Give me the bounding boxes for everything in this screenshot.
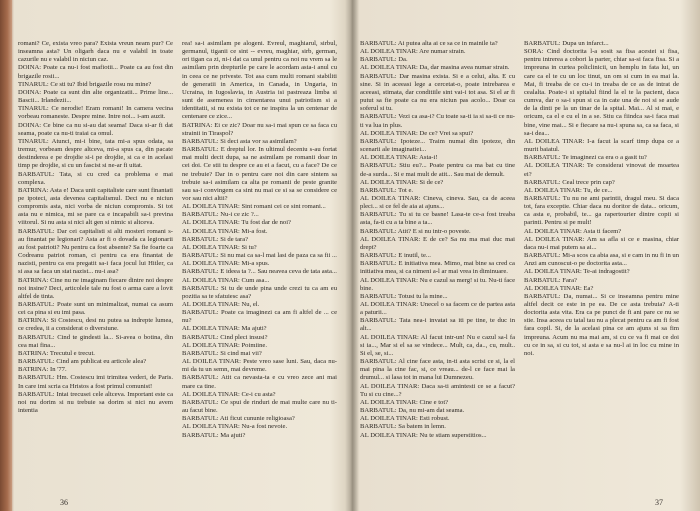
dialogue-paragraph: AL DOILEA TINAR: Te considerai vinovat de moartea ei? [524,162,679,178]
dialogue-paragraph: BARBATUL: Poate sunt un minimalizat, numai ca asum cei ca pina si eu imi pasa. [18,301,173,317]
dialogue-paragraph: BATRINA: Ei ce zic? Doar nu sa-i mai spun ce sa faca cu strainii in Tiraspol? [182,121,337,137]
dialogue-paragraph: BARBATUL: Cind te gindesti la... Si-avea o botina, din cea mai fina... [18,333,173,349]
dialogue-paragraph: BARBATUL: Vezi ca asa-i? Cu toate sa-ti ia si sa-ti ce nu-ti va lua in plus. [360,113,515,129]
dialogue-paragraph: BARBATUL: Si de tara? [182,235,249,243]
dialogue-paragraph: BATRINA: Asta e! Daca unii capitaliste care sunt finantati pe ipoteci, asta devenea capitalismul. Deci nu e niciun compromis asta, nici vorba de niciun compromis. Si tot asta nu e nimica, mi se pare ca e incapabili sa-i previna viitorul. Si nu asta si nici alt gen si nimic si altceva. [18,186,173,227]
dialogue-paragraph: BARBATUL: Da. [360,56,408,64]
dialogue-paragraph: DOINA: Ce bine ca nu si-au dat seama! Daca si-ar fi dat seama, poate ca nu-ti traiai ca omul. [18,121,173,137]
right-page-column-2 [524,40,679,495]
dialogue-paragraph: BARBATUL: E dreptul lor. In ultimul deceniu s-au fortat mai multi decit dupa, sa ne asimilam pe romanii doar in cei doi. Ce stii tu despre ce au ei a facut, cu a face? De ce ne trebuie? Dar in o pentru care noi din care sintem sa trebuie sa-i asimilam ca alta pe romanii de peste granite sau sa-i convingem ca sint nu mai ce si sa se considere ce vor sau nici altii? [182,146,337,202]
book-cover-edge [0,0,12,511]
dialogue-paragraph: AL DOILEA TINAR: Tu fost dar de noi? [182,219,291,227]
dialogue-paragraph: AL DOILEA TINAR: Daca sa-ti amintesti ce se a facut? Tu si cu cine...? [360,382,515,398]
dialogue-paragraph: BATRINA: Trecutul e trecut. [18,349,95,357]
dialogue-paragraph: BARBATUL: Stiu eu?... Poate pentru ca ma bat cu tine de-a surda... Si e mai mult de atit... Sau mai de demult. [360,162,515,178]
dialogue-paragraph: AL DOILEA TINAR: Cine e tot? [360,398,449,406]
dialogue-paragraph: AL DOILEA TINAR: Asta ti facem? [524,227,622,235]
dialogue-paragraph: BARBATUL: Hm. Costescu imi trimitea vederi, de Paris. In care imi scria ca Hristos a fost primul comunist! [18,374,173,390]
left-page-column-1 [18,40,173,495]
dialogue-paragraph: AL DOILEA TINAR: Ea? [524,284,594,292]
dialogue-paragraph: BARBATUL: Dupa un infarct... [524,40,609,47]
left-page-number: 36 [60,498,68,507]
left-page-column-2 [182,40,337,495]
dialogue-paragraph: BARBATUL: Tu si tu ce basne! Lasa-te ce-a fost treaba asta, fa-ti cu a ta bine a ta... [360,211,515,227]
dialogue-paragraph: TINARUL: Atunci, mi-i bine, tata mi-a spus odata, sa tremur, vorbeam despre altceva, mi-a spus ca, din pacate destinderea e pe drojdie si-i pe drojdie, si ca e in acelasi timp pe drojdie, si cu un fascist si ne-ar fi uitat. [18,137,173,170]
dialogue-paragraph: SORA: Cind doctorita l-a sosit sa fisa acestei si fisa, pentru intrerea a cobori la parter, chiar sa-si faca fisa. Si a impreuna in curtea policlinicii, un hemplu in fata lui, un care ca el te cu un loc tinut, un om si cum in ea mai la. Mai, fi treaba de ce cu-i in treaba de ce as de intrat de cealalta. Poate-i si spitalul fiind la el te la pacient, daca cumva, dar o sa-i spun si ca in cate una de noi si se aude de la dinti pe la un tinar de la spital. Mai... Al si mai, e oricum, ca el e cu el in a se. Stiu ca fiindca sa-i faca mai bine, vine mai... Si e fiecare sa nu-i spuna sa, ca sa faca, si sa-i dea... [524,48,679,137]
dialogue-paragraph: AL DOILEA TINAR: Da, dar masina avea numar strain. [360,64,510,72]
dialogue-paragraph: AL DOILEA TINAR: Poimiine. [182,341,267,349]
dialogue-paragraph: BARBATUL: Cind am publicat eu articole alea? [18,358,147,366]
dialogue-paragraph: BARBATUL: Si nu mai ca sa-l mai lasi de paza ca sa fii ... [182,252,337,260]
dialogue-paragraph: AL DOILEA TINAR: Tu, de ce... [524,186,613,194]
dialogue-paragraph: AL DOILEA TINAR: Unecel o sa facem ce de partea asta a paturii... [360,301,515,317]
dialogue-paragraph: AL DOILEA TINAR: Ma ajuti? [182,325,267,333]
dialogue-paragraph: BARBATUL: Poate ca imaginezi ca am fi altfel de ... ce nu? [182,309,337,325]
dialogue-paragraph: DOINA: Poate ca nu-i fost mafiotii... Poate ca au fost din brigazile rosii... [18,64,173,80]
dialogue-paragraph: BARBATUL: E inutil, te... [360,252,431,260]
dialogue-paragraph: BATRINA: Si Costescu, desi nu putea sa indrepte lumea, ce credea, ii a considerat o diversiune. [18,317,173,333]
dialogue-paragraph: BARBATUL: Si deci asta vor sa asimilam? [182,137,297,145]
dialogue-paragraph: AL DOILEA TINAR: Nu e cazul sa merg! si tu. Nu-ti face bine. [360,276,515,292]
dialogue-paragraph: BARBATUL: Tot e. [360,186,414,194]
right-page-number: 37 [655,498,663,507]
dialogue-paragraph: AL DOILEA TINAR: E de ce? Sa nu ma mai duc mai drept? [360,235,515,251]
dialogue-paragraph: BARBATUL: Si cind mai vii? [182,349,262,357]
dialogue-paragraph: BARBATUL: Sa batem in lemn. [360,423,446,431]
dialogue-paragraph: AL DOILEA TINAR: Am sa afla si ce e masina, chiar daca nu-i mai putem sa ai... [524,235,679,251]
dialogue-paragraph: AL DOILEA TINAR: Sint romani cei ce sint romani... [182,203,326,211]
dialogue-paragraph: BARBATUL: Tu nu ne ami parintii, dragul meu. Si daca tot, fara exceptie. Chiar daca nu doritor de data... oricum, ca asta e, probabil, te... ga rapertourier dintre copii si parinti. Pentru si pe mult! [524,194,679,227]
dialogue-paragraph: BARBATUL: Atit? E si nu intr-o poveste. [360,227,471,235]
dialogue-paragraph: DOINA: Poate ca sunt din alte organizatii... Prime line... Bascii... Irlandezii... [18,88,173,105]
dialogue-paragraph: AL DOILEA TINAR: Peste vreo sase luni. Sau, daca nu-mi da tu un semn, mai devreme. [182,358,337,374]
dialogue-paragraph: BARBATUL: Cind pleci insusi? [182,333,268,341]
dialogue-paragraph: BARBATUL: Te imaginezi ca era o a gasit tu? [524,154,647,162]
dialogue-paragraph: BARBATUL: Nu-i ce zic ?... [182,211,259,219]
dialogue-paragraph: BARBATUL: Intai trecusei cele altceva. Important este ca noi nu dorim si nu trebuie sa dorim si nici nu avem intentia [18,390,173,415]
left-page [18,40,338,505]
dialogue-paragraph: AL DOILEA TINAR: Si de ce? [360,178,444,186]
dialogue-paragraph: AL DOILEA TINAR: Asta-i! [360,154,438,162]
dialogue-paragraph: BARBATUL: Totusi tu la mine... [360,292,448,300]
dialogue-paragraph: BARBATUL: Ipoteze... Traim numai din ipoteze, din scenarii ale imaginatiei... [360,137,515,154]
dialogue-paragraph: AL DOILEA TINAR: Nu te stiam superstitios... [360,431,487,439]
book-gutter [345,0,359,511]
dialogue-paragraph: BARBATUL: Dar masina exista. Si e a celui, alta. E cu sine. Si in aceeasi lege a cercetat-o, poate intrebarea e aceeasi, stimata, dar conditiile sint vai-i tot asa. Si el ar fi putut sa fie poate ca nu era niciun pas acolo... Doar ca soferul si tu. [360,72,515,113]
dialogue-paragraph: BARBATUL: Da, nu mi-am dat seama. [360,407,465,415]
dialogue-paragraph: rea! sa-i asimilam pe alogeni. Evreul, maghiarul, sirbul, germanul, tiganii ce sint -- evreu, maghiar, sirb, german, ori tigan ca zi, ni-i dat ca unul pentru ca noi nu vrem sa le asimilam prin drepturile pe care le acordam asta-i anul cu in ceea ce ne priveste. Tot asa cum multi romani stabiliti de generatii in America, in Canada, in Ungaria, in Ucraina, in Iugoslavia, in Austria isi pastreaza limba si sunt de asemenea in cimentarea unui patriotism si a identitatii, si nu exista tot ce ne inspira la un centenar de centenare ce zice... [182,40,337,121]
dialogue-paragraph: AL DOILEA TINAR: Mi-a spus. [182,260,270,268]
dialogue-paragraph: AL DOILEA TINAR: Mi-a fost. [182,227,268,235]
right-page [360,40,680,505]
dialogue-paragraph: BARBATUL: Tata nea-i invatat sa iti pe tine, te duc in alt... [360,317,515,333]
dialogue-paragraph: BARBATUL: Da, numai... Si ce inseamna pentru mine altfel decit ce este in pe ea. De ce asta trebuia? A-ti doctorita asta vita. Era ca pe punct de fi ani pare ce nu se stie. Insa aceea cu tatal tau nu a plecat pentru ca am fi fost fara copil. Si, de la acelasi pina ce am ajuns si sa fim impreuna. Acum nu ma mai am, si cu ce va fi mai ce doi cu ce in sa, si cu tot, si asta e sa nu-l ai in loc cu mine in noi. [524,292,679,357]
dialogue-paragraph: AL DOILEA TINAR: Te-ai indragostit? [524,268,630,276]
dialogue-paragraph: BARBATUL: Ati ficut cununie religioasa? [182,415,295,423]
dialogue-paragraph: BARBATUL: Atit ca nevasta-ta e cu vreo zece ani mai mare ca tine. [182,374,337,390]
dialogue-paragraph: AL DOILEA TINAR: De ce? Vrei sa spui? [360,129,474,137]
dialogue-paragraph: BARBATUL: Al cine face asta, in-ti asta scrisi ce si, la el mai pina la cine fac, si, ce vreau... de-l ce face mai la drumul... si lasa tot in mana lui Dumnezeu. [360,358,515,382]
dialogue-paragraph: BARBATUL: Ce spui de rinduri de mai multe care nu ti-au facut bine. [182,398,337,415]
dialogue-paragraph: AL DOILEA TINAR: Esti robust. [360,415,450,423]
right-page-column-1 [360,40,515,495]
dialogue-paragraph: BARBATUL: E initiativa mea. Mimo, mai bine sa cred ca initiativa mea, si ca nimeni a-l ar mai vrea in diminuare. [360,260,515,276]
dialogue-paragraph: AL DOILEA TINAR: Are numar strain. [360,48,466,56]
dialogue-paragraph: BARBATUL: Si tu de unde pina unde crezi tu ca am eu pozitia sa te sfatuiesc asa? [182,284,337,300]
dialogue-paragraph: BARBATUL: E ideea ta ?... Sau neavea ceva de tata asta... [182,268,337,276]
dialogue-paragraph: AL DOILEA TINAR: Nu, el. [182,301,260,308]
dialogue-paragraph: AL DOILEA TINAR: Cineva, cineva. Sau, ca de aceea pleci... si ce fel de aia ai ajuns... [360,194,515,211]
dialogue-paragraph: TINARUL: Ce nerodie! Eram romani! In camera vecina vorbeau romaneste. Despre mine. Intre noi... i-am auzit. [18,105,173,121]
dialogue-paragraph: TINARUL: Ce sti tu? Ibid brigazile rosu nu mine? [18,80,152,88]
dialogue-paragraph: BARBATUL: Ceal trece prin cap? [524,178,615,186]
dialogue-paragraph: romani? Ce, exista vreo para? Exista vreun neam pur? Ce inseamna asta? Un oligarh daca nu e valabil in toate cazurile nu e valabil in niciun caz. [18,40,173,64]
dialogue-paragraph: AL DOILEA TINAR: I-a facut la scarf timp dupa ce a murit baiatul. [524,137,679,154]
dialogue-paragraph: AL DOILEA TINAR: Cum asa... [182,276,270,284]
dialogue-paragraph: AL DOILEA TINAR: Al facut intr-un! Nu e cazul sa-l fa si ia..., Mar si el sa se vindece... Mult, ca, da.., cu, mult.. Si el, se, si... [360,333,515,357]
dialogue-paragraph: AL DOILEA TINAR: Nu-a fost nevoie. [182,423,288,431]
dialogue-paragraph: BARBATUL: Tata, si cu cred ca problema e mai complexa. [18,170,173,186]
dialogue-paragraph: BARBATUL: Ma ajuti? [182,431,246,439]
dialogue-paragraph: BARBATUL: Mi-a scos ca abia asa, si e cam in nu fi in un Anzi am cunoscut-o pe doctorita asta... [524,252,679,268]
dialogue-paragraph: BARBATUL: Fara? [524,276,577,284]
dialogue-paragraph: BATRINA: In '77. [18,366,67,374]
dialogue-paragraph: BARBATUL: Ai putea alta ai ce sa ce in mainile ta? [360,40,498,47]
dialogue-paragraph: AL DOILEA TINAR: Si tu? [182,243,257,251]
dialogue-paragraph: AL DOILEA TINAR: Ce-i cu asta? [182,390,276,398]
dialogue-paragraph: BATRINA: Cine nu ne imaginam fiecare dintre noi despre noi insine? Deci, articolele tale nu fost o arma care a lovit altfel de tinta. [18,276,173,300]
dialogue-paragraph: BARBATUL: Dar cei capitalisti si alti mosteri romani s-au finantat pe legionari? Asta ar fi o dovada ca legionarii au fost patrioti? Nu pentru ca fost absente? Sa fie foarte ca Codreanu patriot roman, ci pentru ca era finantat de nazisti, pentru ca era pregatit sa-i faca jocul lui Hitler, ca si asa sa faca un stat nazist... nu-i asa? [18,227,173,276]
